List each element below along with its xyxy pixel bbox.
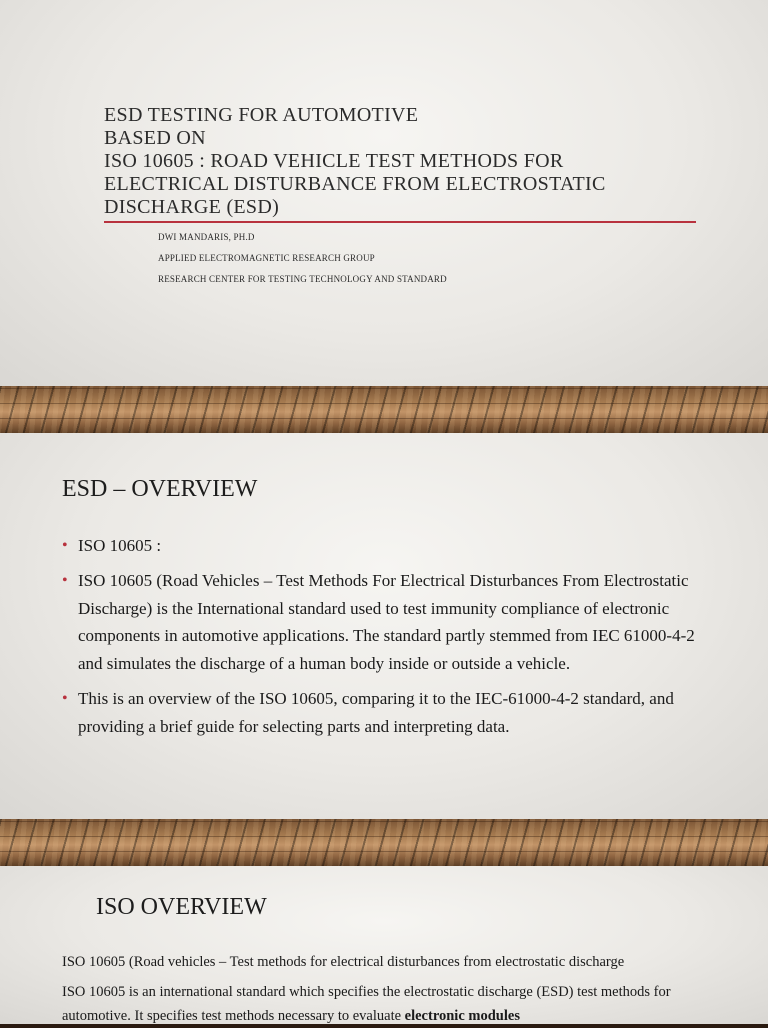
bullet-text: ISO 10605 (Road Vehicles – Test Methods For Electrical Disturbances From Electrostatic Discharge) is the International standard used to test immunity compliance of electronic components in automotive applications. The standard partly stemmed from IEC 61000-4-2 and simulates the discharge of a human body inside or outside a vehicle. [78,570,695,674]
list-item [62,567,712,678]
paragraph: ISO 10605 (Road vehicles – Test methods for electrical disturbances from electrostatic discharge [62,954,625,970]
research-group: APPLIED ELECTROMAGNETIC RESEARCH GROUP [158,253,375,263]
paragraph [62,980,722,1028]
wood-floor-separator [0,819,768,866]
bullet-icon: • [62,689,68,707]
author-name: DWI MANDARIS, PH.D [158,232,255,242]
bullet-list [62,532,712,748]
paragraph-text: ISO 10605 is an international standard which specifies the electrostatic discharge (ESD) test methods for automotive. It specifies test methods necessary to evaluate [62,984,671,1024]
research-center: RESEARCH CENTER FOR TESTING TECHNOLOGY AND STANDARD [158,274,447,284]
title-line: ESD TESTING FOR AUTOMOTIVE [104,104,419,126]
emphasis-text: electronic modules [404,1008,520,1024]
title-line: ELECTRICAL DISTURBANCE FROM ELECTROSTATIC [104,173,606,195]
list-item [62,685,712,741]
wood-floor-separator [0,386,768,433]
bullet-text: This is an overview of the ISO 10605, comparing it to the IEC-61000-4-2 standard, and providing a brief guide for selecting parts and interpreting data. [78,688,674,736]
title-divider [104,221,696,223]
title-line: ISO 10605 : ROAD VEHICLE TEST METHODS FOR [104,150,564,172]
bullet-text: ISO 10605 : [78,536,162,555]
presentation-title [104,104,704,219]
title-line: DISCHARGE (ESD) [104,196,280,218]
bullet-icon: • [62,537,68,554]
title-line: BASED ON [104,127,206,149]
slide-heading: ESD – OVERVIEW [62,476,258,502]
slide-heading: ISO OVERVIEW [96,894,267,920]
list-item [62,532,712,560]
bullet-icon: • [62,571,68,589]
